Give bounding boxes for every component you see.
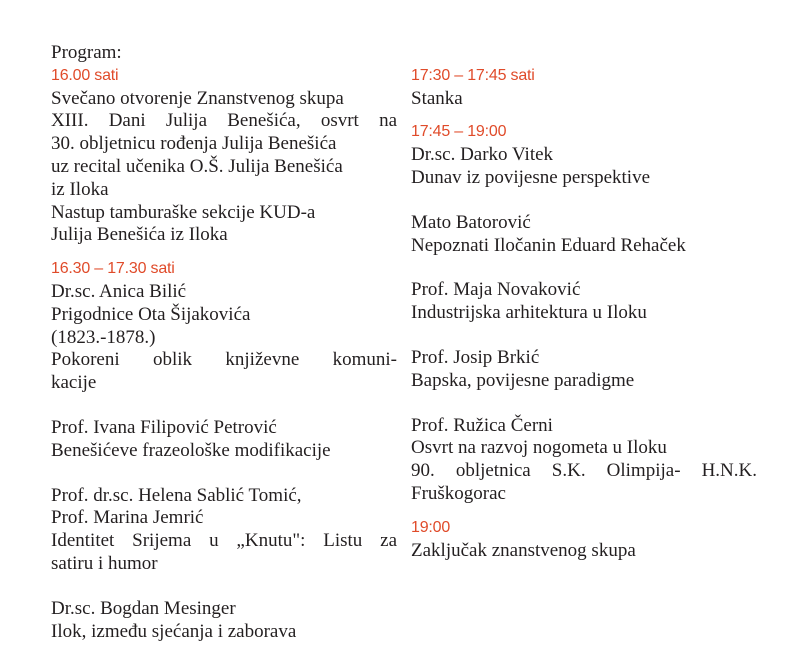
talk-title: kacije [51, 372, 97, 394]
program-left-column [51, 42, 397, 643]
program-line: uz recital učenika O.Š. Julija Benešića [51, 155, 343, 177]
session-time-1900: 19:00 [411, 518, 451, 536]
program-line: iz Iloka [51, 178, 109, 200]
talk-title: Benešićeve frazeološke modifikacije [51, 439, 331, 461]
talk-title: Nepoznati Iločanin Eduard Rehaček [411, 234, 686, 256]
program-line: XIII. Dani Julija Benešića, osvrt na [51, 110, 397, 132]
session-time-1730: 17:30 – 17:45 sati [411, 66, 535, 84]
talk-batorovic [411, 212, 757, 258]
talk-sablic-tomic [51, 485, 397, 576]
program-line: Nastup tamburaške sekcije KUD-a [51, 201, 316, 223]
talk-vitek [411, 144, 757, 190]
session-time-1630: 16.30 – 17.30 sati [51, 260, 175, 278]
talk-filipovic-petrovic [51, 417, 397, 463]
program-heading: Program: [51, 42, 122, 63]
talk-title: Dunav iz povijesne perspektive [411, 166, 651, 188]
talk-title: Pokoreni oblik književne komuni- [51, 349, 397, 371]
speaker-name: Prof. Josip Brkić [411, 346, 540, 368]
speaker-name: Dr.sc. Darko Vitek [411, 144, 554, 166]
talk-title: (1823.-1878.) [51, 326, 156, 348]
talk-title: 90. obljetnica S.K. Olimpija- H.N.K. [411, 460, 757, 482]
talk-title: Industrijska arhitektura u Iloku [411, 302, 647, 324]
talk-title: Identitet Srijema u „Knutu": Listu za [51, 530, 397, 552]
session-time-1745: 17:45 – 19:00 [411, 123, 507, 141]
talk-title: Ilok, između sjećanja i zaborava [51, 620, 297, 642]
speaker-name: Mato Batorović [411, 211, 531, 233]
program-line: 30. obljetnicu rođenja Julija Benešića [51, 133, 337, 155]
speaker-name: Prof. Maja Novaković [411, 279, 581, 301]
program-line: Svečano otvorenje Znanstvenog skupa [51, 87, 344, 109]
talk-mesinger [51, 598, 397, 644]
talk-title: Osvrt na razvoj nogometa u Iloku [411, 437, 667, 459]
talk-brkic [411, 347, 757, 393]
talk-title: Bapska, povijesne paradigme [411, 369, 635, 391]
speaker-name: Dr.sc. Anica Bilić [51, 280, 187, 302]
closing-label: Zaključak znanstvenog skupa [411, 539, 636, 561]
program-line: Julija Benešića iz Iloka [51, 224, 228, 246]
speaker-name: Dr.sc. Bogdan Mesinger [51, 597, 236, 619]
talk-novakovic [411, 279, 757, 325]
break-label: Stanka [411, 87, 463, 109]
speaker-name: Prof. Marina Jemrić [51, 507, 204, 529]
session-time-1600: 16.00 sati [51, 66, 119, 84]
program-right-column [411, 42, 757, 562]
speaker-name: Prof. Ivana Filipović Petrović [51, 416, 277, 438]
speaker-name: Prof. Ružica Černi [411, 414, 553, 436]
talk-title: Fruškogorac [411, 482, 506, 504]
speaker-name: Prof. dr.sc. Helena Sablić Tomić, [51, 484, 302, 506]
talk-title: satiru i humor [51, 552, 158, 574]
opening-session [51, 88, 397, 248]
talk-title: Prigodnice Ota Šijakovića [51, 303, 251, 325]
talk-bilic [51, 281, 397, 395]
talk-cerni [411, 415, 757, 506]
